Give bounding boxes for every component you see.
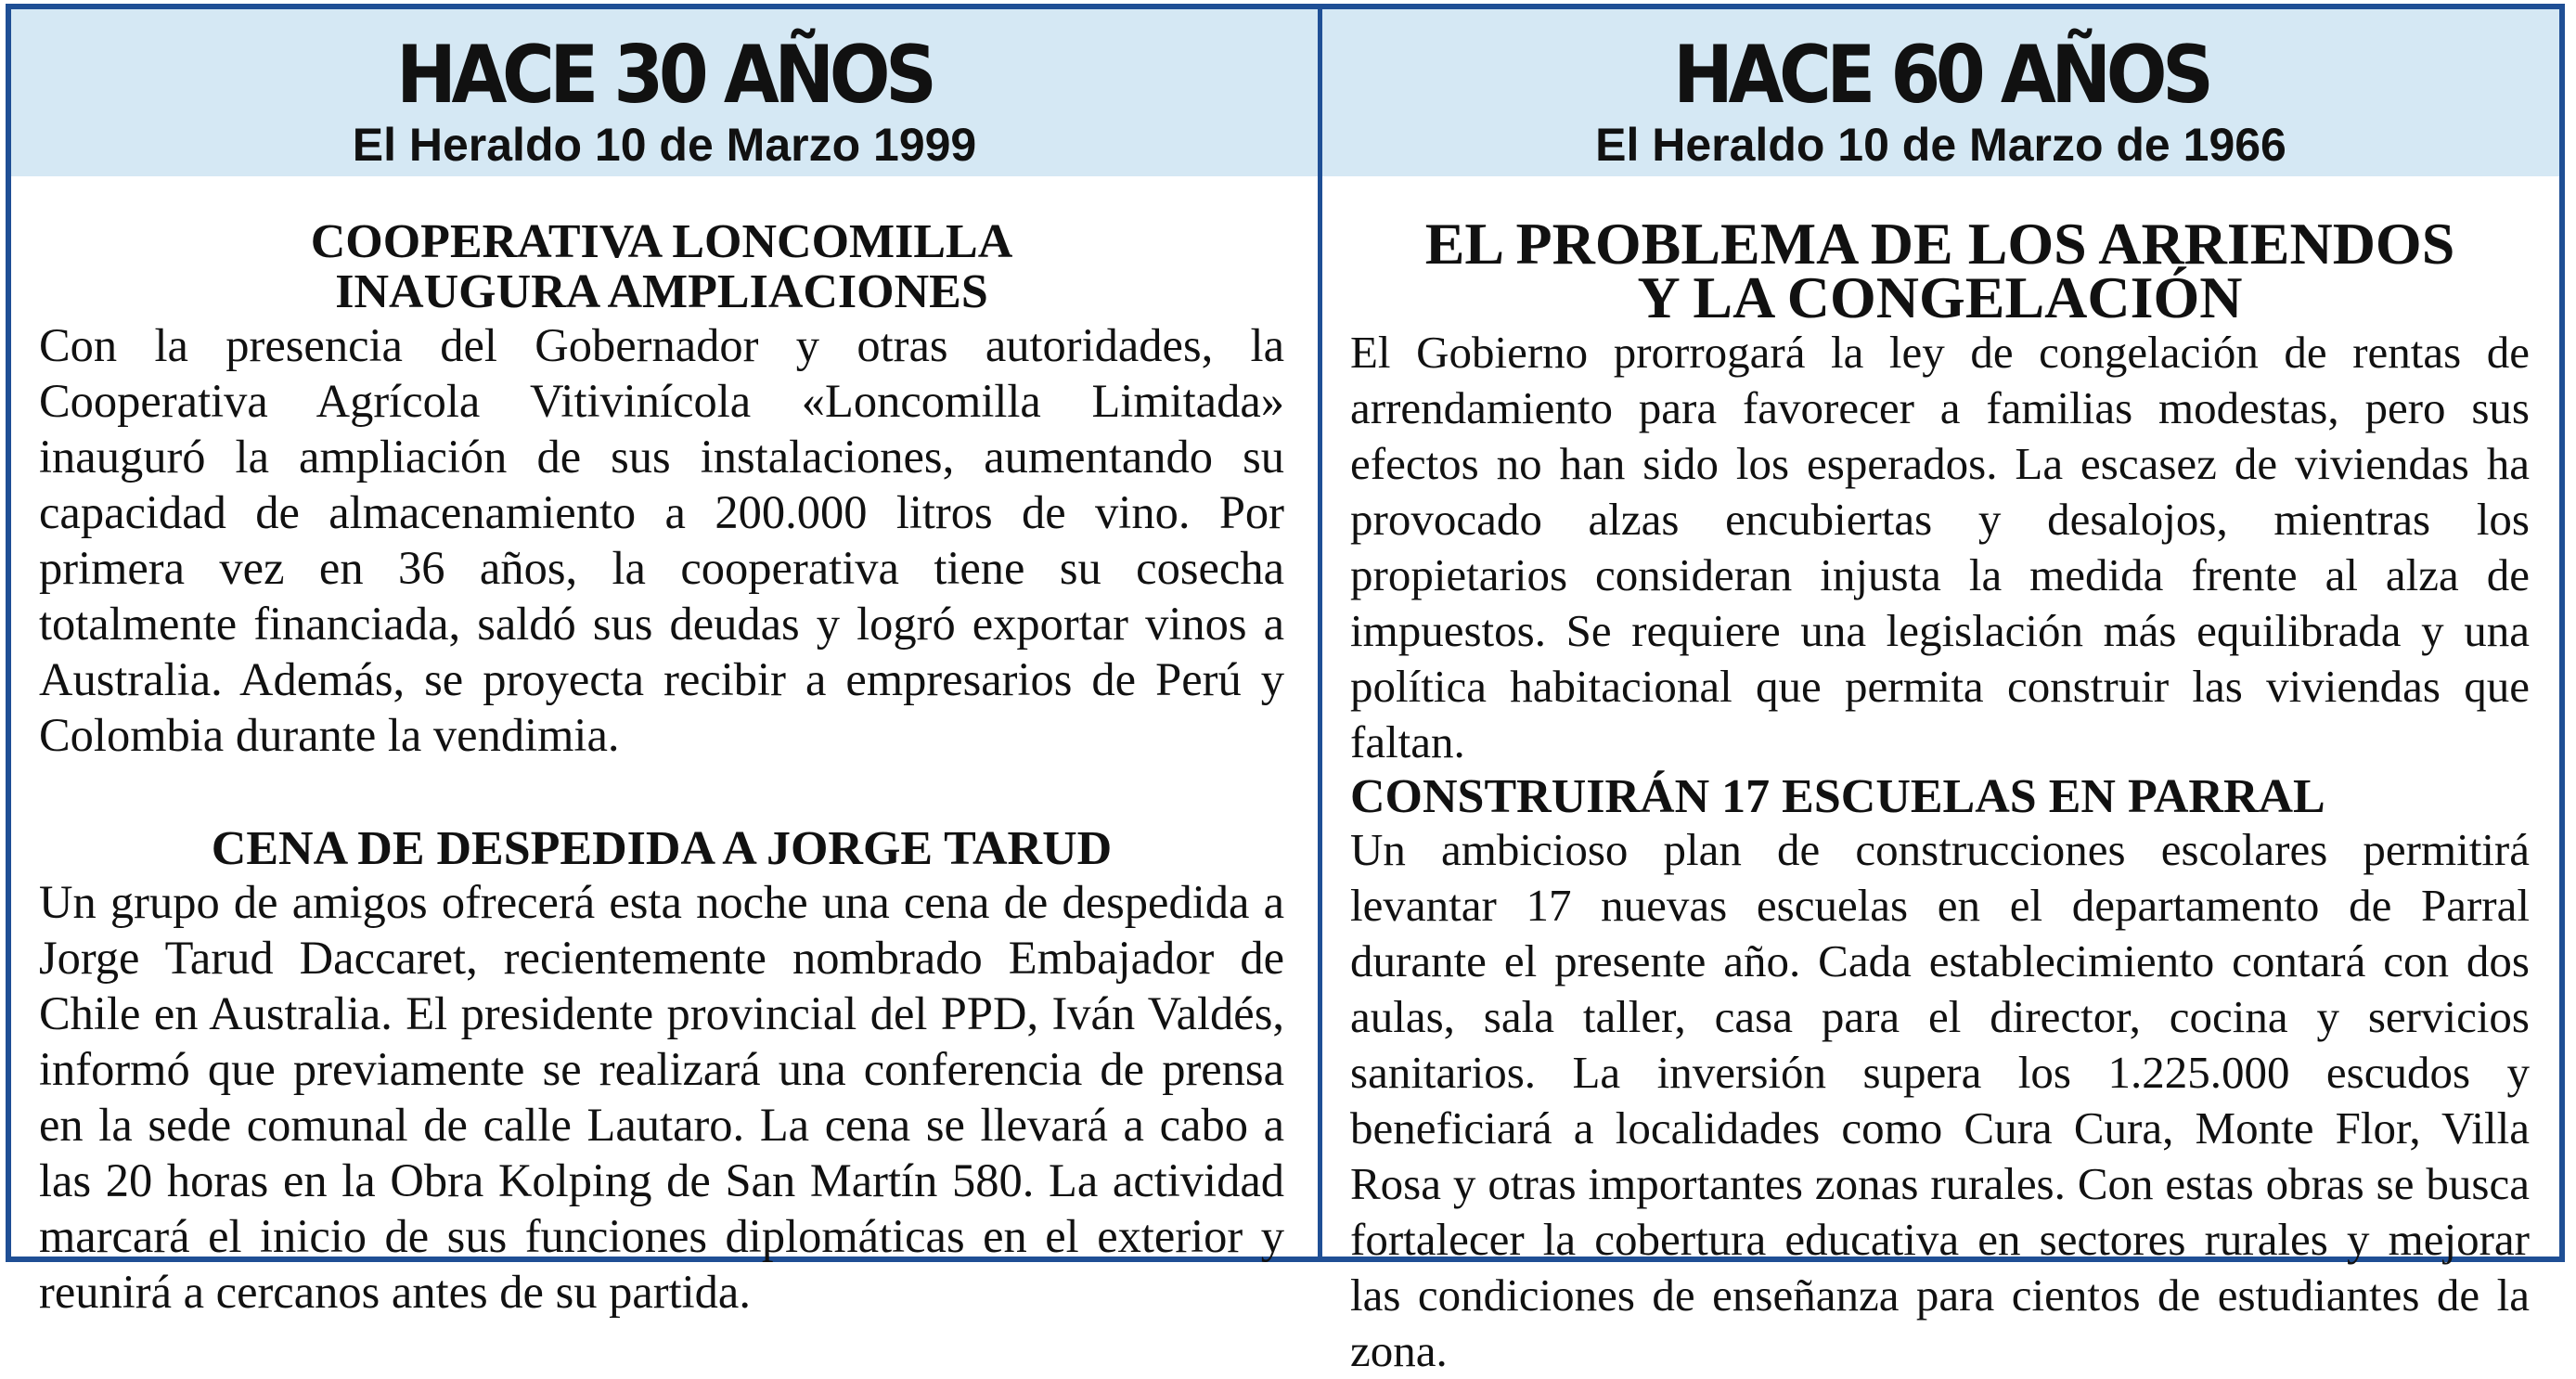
headline-line: Y LA CONGELACIÓN [1637,264,2243,330]
column-title: HACE 60 AÑOS [1672,29,2209,122]
headline-line: COOPERATIVA LONCOMILLA [310,215,1013,268]
article-body: Un ambicioso plan de construcciones escolares permitirá levantar 17 nuevas escuelas en el departamento de Parral durante el presente año. Cada establecimiento contará con dos aulas, sala taller, casa para el director, cocina y servicios sanitarios. La inversión supera los 1.225.000 escudos y beneficiará a localidades como Cura Cura, Monte Flor, Villa Rosa y otras importantes zonas rurales. Con estas obras se busca fortalecer la cobertura educativa en sectores rurales y mejorar las condiciones de enseñanza para cientos de estudiantes de la zona. [1350,824,2530,1376]
article-headline [1350,211,2530,330]
column-header [1322,9,2559,176]
headline-line: EL PROBLEMA DE LOS ARRIENDOS [1424,211,2455,277]
article-body: El Gobierno prorrogará la ley de congelación de rentas de arrendamiento para favorecer a familias modestas, pero sus efectos no han sido los esperados. La escasez de viviendas ha provocado alzas encubiertas y desalojos, mientras los propietarios consideran injusta la medida frente al alza de impuestos. Se requiere una legislación más equilibrada y una política habitacional que permita construir las viviendas que faltan. [1350,327,2530,767]
column-subtitle: El Heraldo 10 de Marzo de 1966 [1595,119,2286,171]
headline-line: CONSTRUIRÁN 17 ESCUELAS EN PARRAL [1350,770,2325,823]
headline-line: INAUGURA AMPLIACIONES [335,265,988,318]
article-spacer [39,763,1284,824]
column-title: HACE 30 AÑOS [396,29,933,122]
column-body [11,176,1318,1320]
article-headline [39,217,1284,317]
article-body: Con la presencia del Gobernador y otras autoridades, la Cooperativa Agrícola Vitivinícola «Loncomilla Limitada» inauguró la ampliación de sus instalaciones, aumentando su capacidad de almacenamiento a 200.000 litros de vino. Por primera vez en 36 años, la cooperativa tiene su cosecha totalmente financiada, saldó sus deudas y logró exportar vinos a Australia. Además, se proyecta recibir a empresarios de Perú y Colombia durante la vendimia. [39,319,1284,761]
headline-line: CENA DE DESPEDIDA A JORGE TARUD [211,822,1113,875]
column-30-years [11,9,1322,1318]
article-body: Un grupo de amigos ofrecerá esta noche una cena de despedida a Jorge Tarud Daccaret, recientemente nombrado Embajador de Chile en Australia. El presidente provincial del PPD, Iván Valdés, informó que previamente se realizará una conferencia de prensa en la sede comunal de calle Lautaro. La cena se llevará a cabo a las 20 horas en la Obra Kolping de San Martín 580. La actividad marcará el inicio de sus funciones diplomáticas en el exterior y reunirá a cercanos antes de su partida. [39,876,1284,1318]
column-60-years [1322,9,2559,1376]
article-headline [1350,772,2530,822]
article-headline [39,824,1284,874]
column-subtitle: El Heraldo 10 de Marzo 1999 [352,119,977,171]
column-body [1322,176,2559,1379]
news-box [6,4,2565,1376]
column-header [11,9,1318,176]
